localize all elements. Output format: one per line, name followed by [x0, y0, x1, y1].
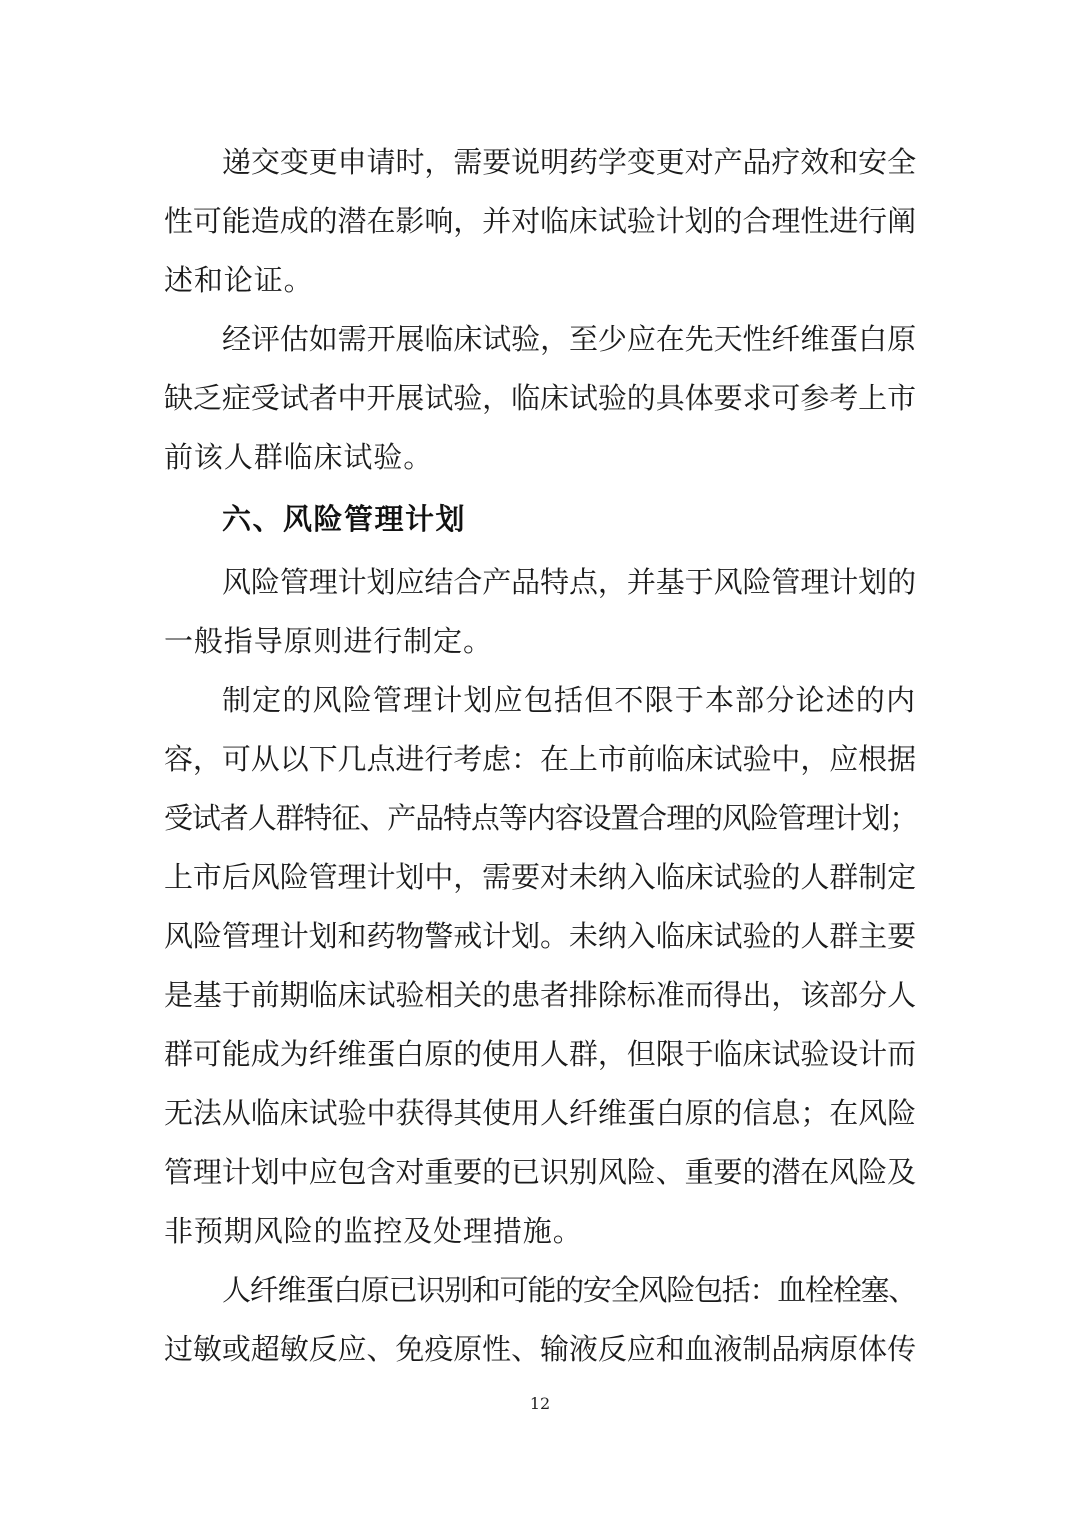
paragraph-4-line-2: 容，可从以下几点进行考虑：在上市前临床试验中，应根据 [164, 742, 916, 776]
paragraph-4-line-7: 群可能成为纤维蛋白原的使用人群，但限于临床试验设计而 [164, 1037, 916, 1071]
paragraph-1-line-2: 性可能造成的潜在影响，并对临床试验计划的合理性进行阐 [164, 204, 916, 238]
paragraph-4-line-5: 风险管理计划和药物警戒计划。未纳入临床试验的人群主要 [164, 919, 916, 953]
paragraph-5-line-1: 人纤维蛋白原已识别和可能的安全风险包括：血栓栓塞、 [222, 1273, 916, 1307]
paragraph-4-line-1: 制定的风险管理计划应包括但不限于本部分论述的内 [222, 683, 916, 717]
paragraph-5-line-2: 过敏或超敏反应、免疫原性、输液反应和血液制品病原体传 [164, 1332, 916, 1366]
paragraph-4-line-10: 非预期风险的监控及处理措施。 [164, 1214, 583, 1248]
paragraph-4-line-6: 是基于前期临床试验相关的患者排除标准而得出，该部分人 [164, 978, 916, 1012]
paragraph-1-line-3: 述和论证。 [164, 263, 314, 297]
page-number: 12 [529, 1394, 551, 1413]
paragraph-4-line-4: 上市后风险管理计划中，需要对未纳入临床试验的人群制定 [164, 860, 916, 894]
paragraph-2-line-2: 缺乏症受试者中开展试验，临床试验的具体要求可参考上市 [164, 381, 916, 415]
paragraph-3-line-2: 一般指导原则进行制定。 [164, 624, 493, 658]
section-heading: 六、风险管理计划 [222, 502, 467, 536]
paragraph-4-line-8: 无法从临床试验中获得其使用人纤维蛋白原的信息；在风险 [164, 1096, 916, 1130]
paragraph-3-line-1: 风险管理计划应结合产品特点，并基于风险管理计划的 [222, 565, 916, 599]
paragraph-1-line-1: 递交变更申请时，需要说明药学变更对产品疗效和安全 [222, 145, 916, 179]
paragraph-2-line-3: 前该人群临床试验。 [164, 440, 434, 474]
paragraph-4-line-9: 管理计划中应包含对重要的已识别风险、重要的潜在风险及 [164, 1155, 916, 1189]
paragraph-2-line-1: 经评估如需开展临床试验，至少应在先天性纤维蛋白原 [222, 322, 916, 356]
paragraph-4-line-3: 受试者人群特征、产品特点等内容设置合理的风险管理计划； [164, 801, 918, 835]
